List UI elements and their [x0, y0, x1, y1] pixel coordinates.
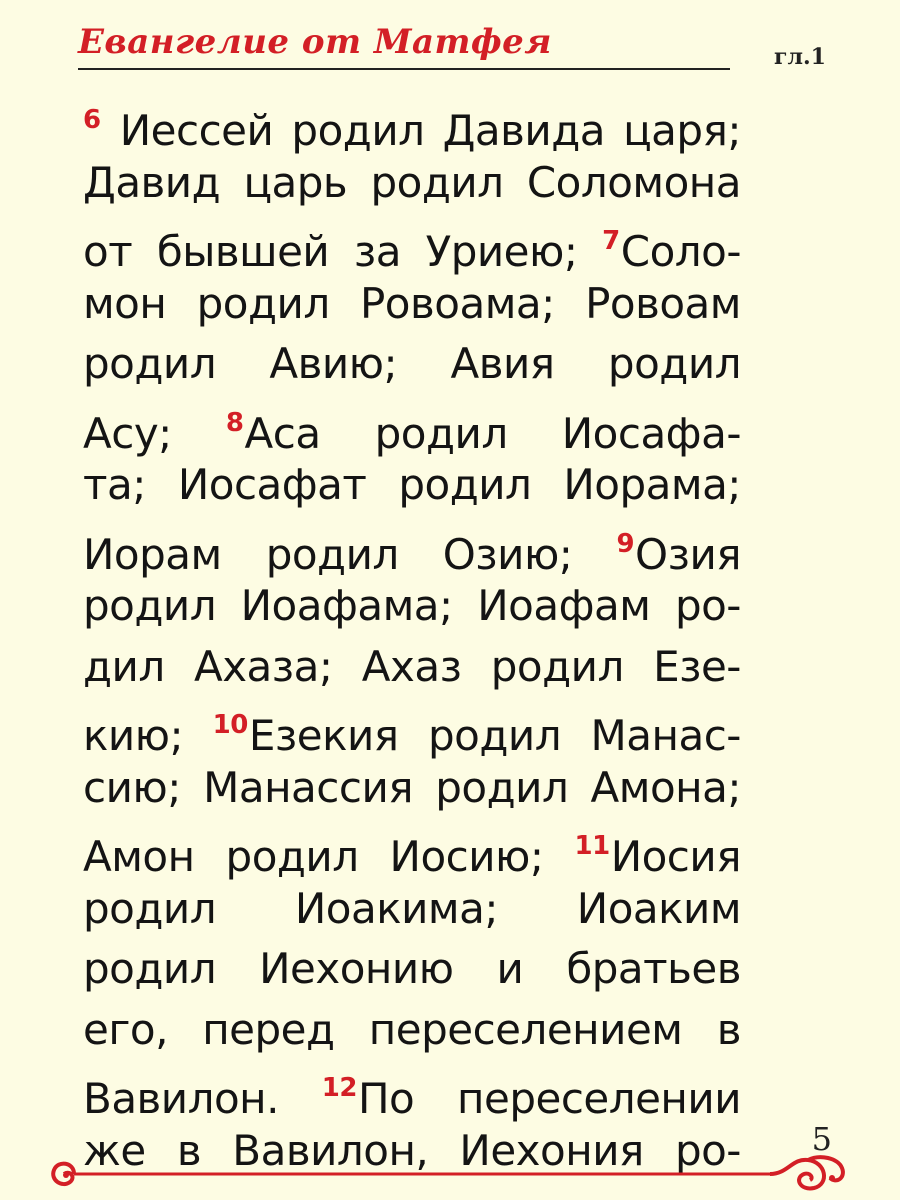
- page-number: 5: [811, 1120, 832, 1158]
- word: [675, 576, 741, 637]
- word-text: царь: [243, 157, 348, 207]
- word-text: мон: [83, 278, 167, 328]
- word-text: родил: [196, 278, 330, 328]
- word: [616, 516, 741, 586]
- word-text: же: [83, 1125, 146, 1175]
- word-text: от: [83, 227, 133, 276]
- word: [451, 334, 555, 395]
- word-text: Озию;: [442, 529, 573, 579]
- word-text: Аса: [244, 408, 321, 458]
- text-line: [83, 274, 741, 335]
- verse-number: 9: [616, 528, 635, 559]
- word-text: царя;: [623, 106, 741, 155]
- word: [197, 274, 330, 335]
- verse-number: 12: [321, 1073, 357, 1103]
- right-scroll-ornament: [770, 1157, 843, 1188]
- word-text: Вавилон.: [83, 1074, 279, 1123]
- word-text: Иорам: [83, 529, 222, 579]
- word-text: родил: [265, 529, 399, 579]
- word-text: Иоафама;: [240, 581, 453, 630]
- word-text: Иехонию: [259, 944, 454, 993]
- text-line: [83, 213, 741, 274]
- word-text: Давид: [83, 157, 221, 207]
- word-text: ро-: [674, 581, 741, 630]
- text-line: [83, 576, 741, 637]
- text-line: [83, 455, 741, 516]
- word-text: кию;: [83, 711, 184, 760]
- word-text: Ахаза;: [193, 641, 333, 691]
- word-text: братьев: [566, 944, 741, 993]
- word: [83, 758, 181, 819]
- word-text: Ровоама;: [359, 278, 555, 328]
- verse-number: 11: [574, 831, 610, 861]
- word: [269, 334, 397, 395]
- word-text: и: [496, 944, 524, 993]
- word: [577, 879, 741, 940]
- word: [83, 334, 216, 395]
- text-line: [83, 697, 741, 758]
- word-text: Иоафам: [477, 581, 651, 630]
- word: [477, 576, 650, 637]
- text-line: [83, 758, 741, 819]
- word-text: в: [176, 1125, 202, 1175]
- word-text: ро-: [674, 1125, 741, 1175]
- word-text: родил: [83, 339, 217, 388]
- word-text: Асу;: [83, 408, 172, 458]
- header-rule: [78, 68, 730, 70]
- text-line: [83, 153, 741, 214]
- word: [585, 274, 741, 335]
- text-line: [83, 395, 741, 456]
- word: [243, 153, 347, 214]
- word-text: родил: [83, 944, 217, 993]
- word: [83, 879, 216, 940]
- word: [370, 153, 503, 214]
- word: [194, 637, 333, 698]
- text-line: [83, 1060, 741, 1121]
- word-text: Ровоам: [585, 278, 741, 328]
- word-text: бывшей: [156, 227, 330, 276]
- word-text: Уриею;: [425, 227, 578, 276]
- word: [497, 939, 524, 1000]
- word-text: родил: [83, 883, 217, 933]
- word-text: родил: [435, 762, 569, 812]
- word-text: По: [357, 1074, 415, 1123]
- word: [717, 1000, 741, 1061]
- word-text: Иоаким: [576, 883, 741, 933]
- text-line: [83, 334, 741, 395]
- text-line: [83, 516, 741, 577]
- book-title: Евангелие от Матфея: [78, 22, 552, 62]
- word-text: родил: [225, 832, 359, 881]
- word: [203, 758, 413, 819]
- text-line: [83, 818, 741, 879]
- word-text: Иоакима;: [294, 883, 498, 933]
- verse-number: 8: [225, 407, 244, 438]
- word-text: Иессей: [119, 106, 274, 155]
- word-text: переселении: [457, 1074, 741, 1123]
- word: [178, 455, 367, 516]
- word-text: родил: [370, 157, 504, 207]
- scripture-text: [83, 92, 741, 1181]
- word-text: родил: [83, 581, 217, 630]
- word-text: перед: [202, 1004, 335, 1054]
- word-text: та;: [83, 460, 146, 509]
- word: [491, 637, 624, 698]
- word-text: Иорама;: [563, 460, 741, 509]
- word: [241, 576, 453, 637]
- word-text: родил: [607, 339, 741, 388]
- word-text: Иосию;: [389, 832, 544, 881]
- word: [259, 939, 453, 1000]
- word-text: родил: [291, 106, 425, 155]
- word: [213, 697, 399, 767]
- word-text: Соломона: [526, 157, 741, 207]
- word-text: Авию;: [269, 339, 398, 388]
- word-text: дил: [83, 641, 165, 691]
- word-text: Вавилон,: [232, 1125, 429, 1175]
- text-line: [83, 879, 741, 940]
- word-text: Ахаз: [361, 641, 462, 691]
- word: [360, 274, 555, 335]
- word-text: Манас-: [590, 711, 741, 760]
- word: [653, 637, 741, 698]
- word: [83, 455, 146, 516]
- word: [527, 153, 741, 214]
- verse-number: 7: [602, 226, 620, 256]
- word: [83, 1000, 168, 1061]
- word-text: родил: [428, 711, 562, 760]
- word-text: Иосафат: [177, 460, 367, 509]
- word-text: переселением: [368, 1004, 683, 1054]
- word: [202, 1000, 334, 1061]
- verse-number: 10: [212, 710, 248, 740]
- word: [398, 455, 531, 516]
- word-text: Озия: [635, 529, 741, 579]
- word: [83, 576, 216, 637]
- word-text: Манассия: [203, 762, 414, 812]
- word-text: Авия: [450, 339, 555, 388]
- word-text: Амона;: [590, 762, 741, 812]
- word-text: в: [716, 1004, 741, 1054]
- footer-ornament: [40, 1150, 860, 1195]
- word-text: родил: [490, 641, 624, 691]
- word: [362, 637, 462, 698]
- text-line: [83, 1000, 741, 1061]
- word: [83, 92, 102, 162]
- word-text: Езе-: [653, 641, 741, 691]
- word: [322, 1060, 414, 1130]
- chapter-label: гл.1: [774, 44, 826, 70]
- left-scroll-ornament: [53, 1164, 90, 1184]
- word-text: Иосафа-: [561, 408, 741, 458]
- word: [566, 939, 741, 1000]
- verse-number: 6: [83, 105, 101, 135]
- word: [563, 455, 741, 516]
- running-header: [78, 22, 826, 82]
- word: [83, 153, 220, 214]
- word: [226, 395, 321, 465]
- word: [83, 939, 216, 1000]
- text-line: [83, 939, 741, 1000]
- word-text: Давида: [442, 106, 605, 155]
- word-text: родил: [398, 460, 532, 509]
- word-text: Езекия: [248, 711, 399, 760]
- word-text: Иехония: [459, 1125, 644, 1175]
- word-text: за: [353, 227, 401, 276]
- word: [369, 1000, 683, 1061]
- text-line: [83, 92, 741, 153]
- word: [591, 758, 741, 819]
- word: [83, 637, 165, 698]
- word-text: его,: [83, 1004, 168, 1054]
- word: [83, 274, 166, 335]
- word: [295, 879, 498, 940]
- word: [435, 758, 568, 819]
- word-text: Соло-: [620, 227, 741, 276]
- word-text: сию;: [83, 762, 181, 812]
- word: [608, 334, 741, 395]
- word: [575, 818, 741, 888]
- word-text: родил: [374, 408, 508, 458]
- text-line: [83, 637, 741, 698]
- word-text: Амон: [83, 832, 195, 881]
- word-text: Иосия: [610, 832, 741, 881]
- word: [602, 213, 741, 283]
